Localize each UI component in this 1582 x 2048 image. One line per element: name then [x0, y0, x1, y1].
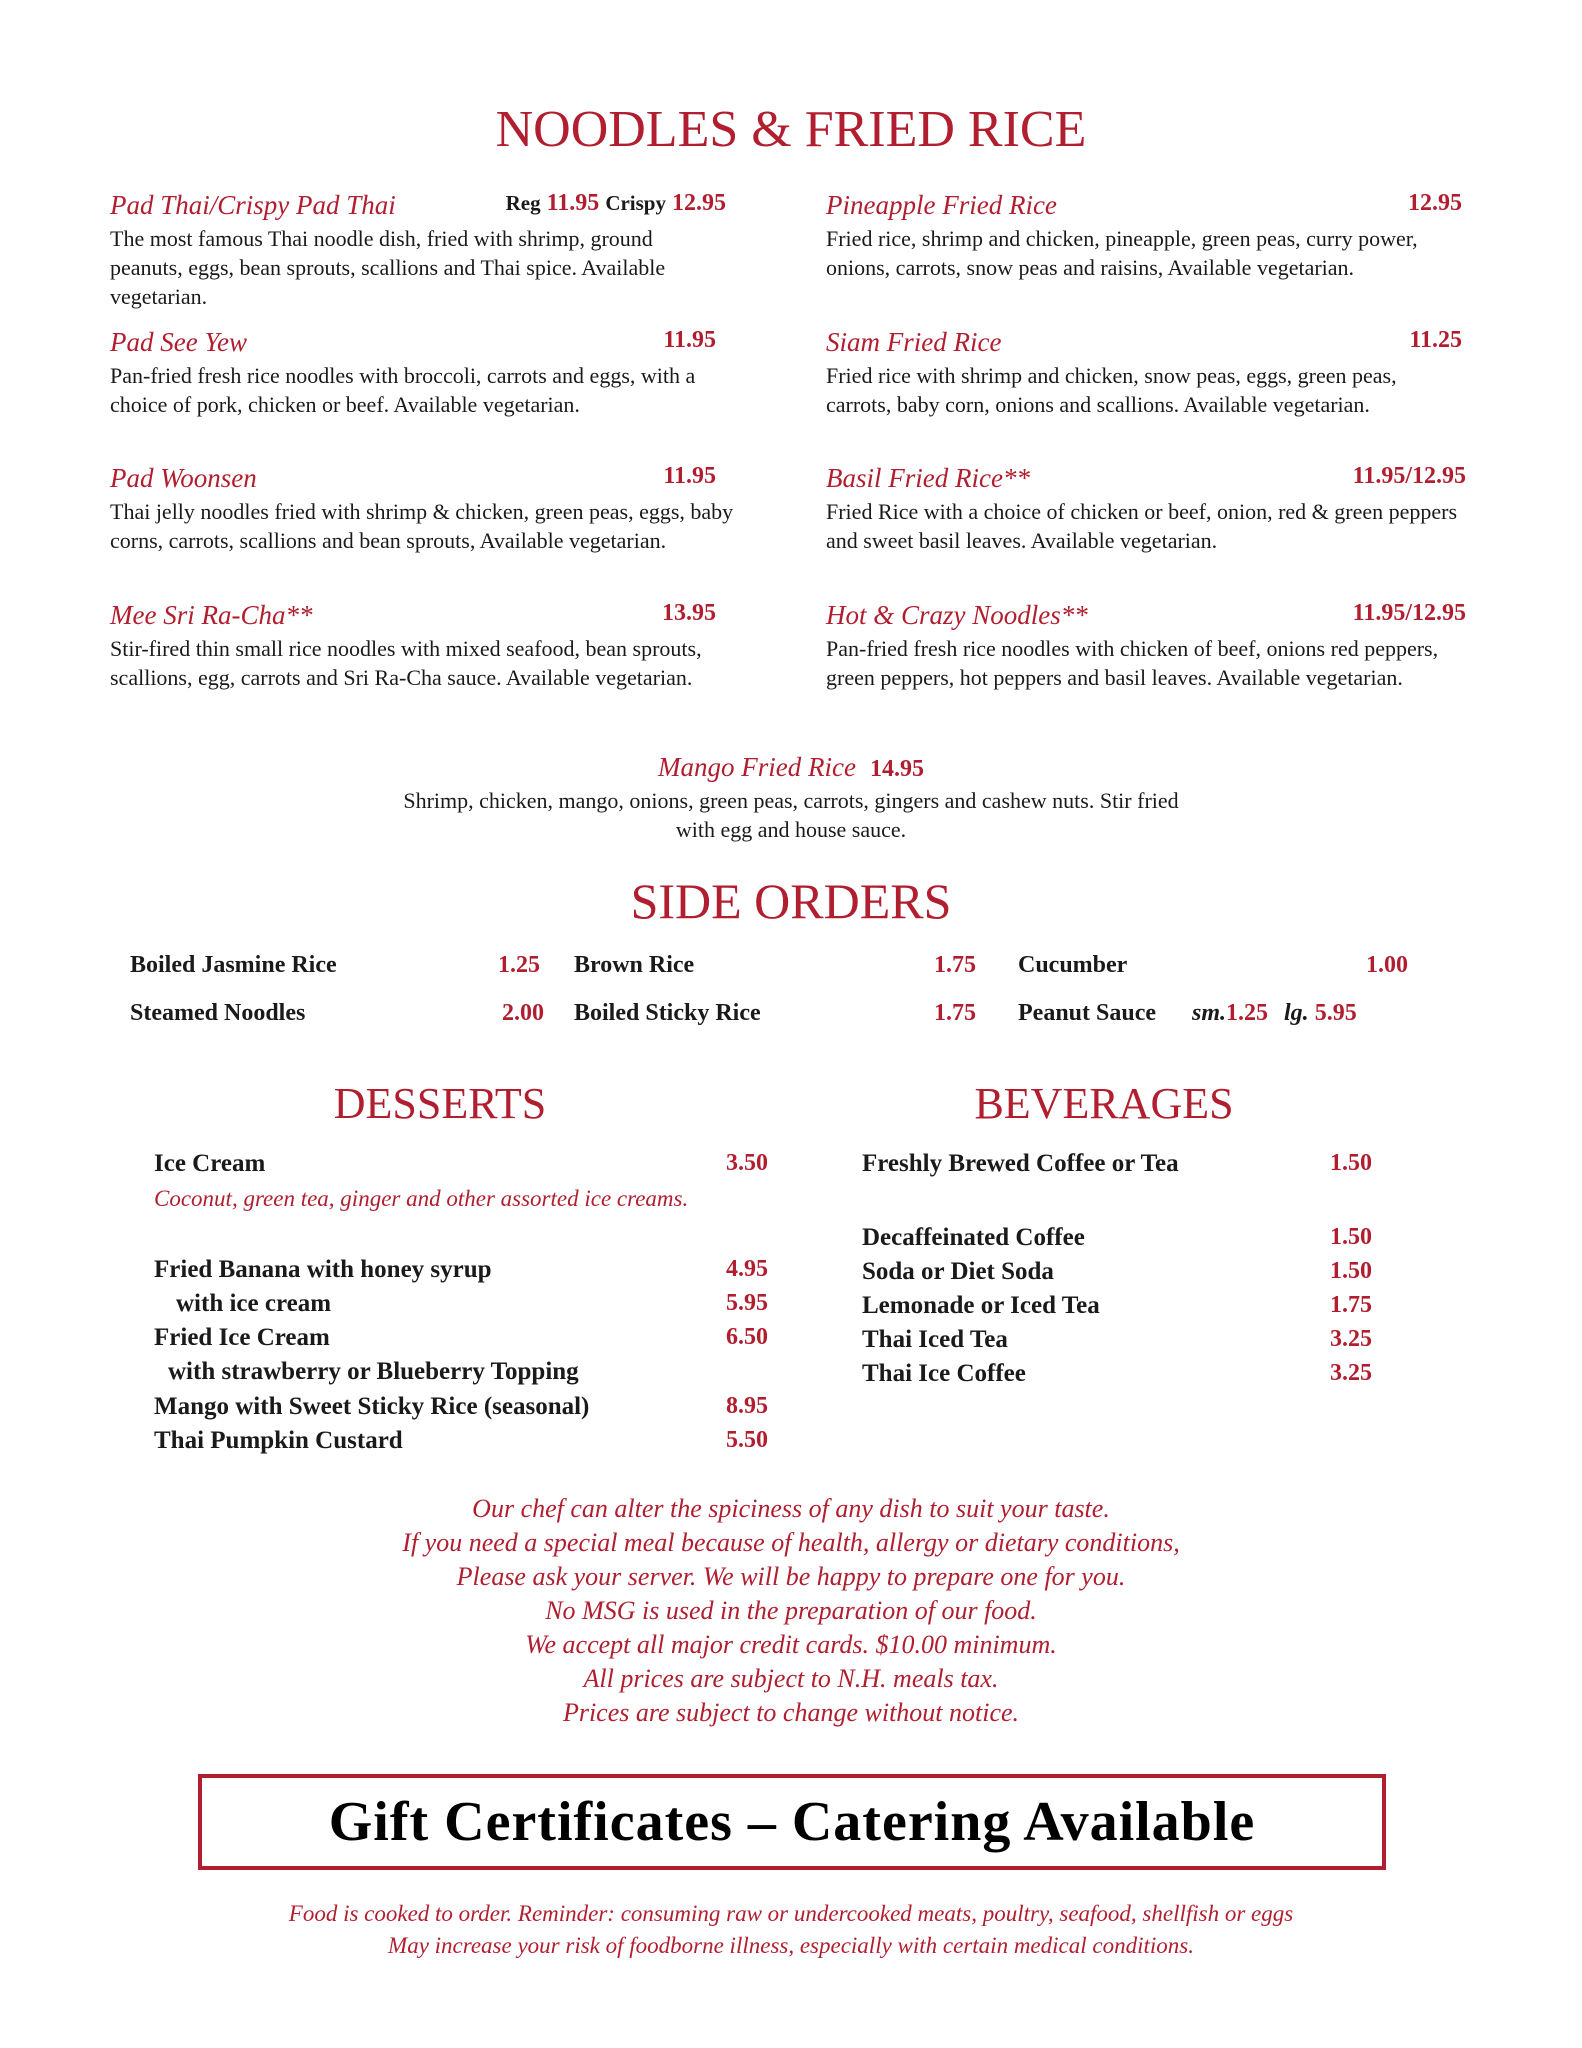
noodles-section-title: NOODLES & FRIED RICE: [495, 101, 1087, 158]
side-item: [130, 1000, 544, 1034]
reg-price: 11.95: [546, 190, 600, 216]
dish-description-line-1: Shrimp, chicken, mango, onions, green peas, carrots, gingers and cashew nuts. Stir fried: [403, 788, 1179, 813]
food-safety-footer: [0, 1898, 1582, 1962]
side-orders-title: SIDE ORDERS: [630, 873, 952, 929]
beverage-name: Thai Iced Tea: [862, 1326, 1008, 1353]
beverage-price: 1.50: [1330, 1258, 1372, 1284]
side-item-name: Boiled Sticky Rice: [574, 1000, 761, 1026]
dessert-price: 5.95: [726, 1290, 768, 1316]
dessert-item: [154, 1393, 768, 1427]
note-line: Prices are subject to change without notice.: [562, 1698, 1020, 1727]
dish-description-line-2: with egg and house sauce.: [675, 817, 907, 842]
dessert-price: 8.95: [726, 1393, 768, 1419]
dish-price: 13.95: [662, 600, 716, 626]
dessert-price: 3.50: [726, 1150, 768, 1176]
beverage-item: [862, 1224, 1372, 1258]
dish-siam-fried-rice: [826, 327, 1462, 419]
dish-name: Pad Woonsen: [110, 463, 257, 493]
gift-catering-banner: [198, 1774, 1386, 1870]
beverage-name: Thai Ice Coffee: [862, 1360, 1026, 1387]
note-line: All prices are subject to N.H. meals tax.: [583, 1664, 999, 1693]
dish-description: Fried rice, shrimp and chicken, pineapple, green peas, curry power, onions, carrots, snow peas and raisins, Available vegetarian.: [826, 226, 1418, 280]
crispy-label: Crispy: [605, 191, 666, 215]
dessert-item: [154, 1324, 768, 1358]
peanut-sauce-sizes: [1192, 1000, 1357, 1027]
dessert-item: [154, 1290, 768, 1324]
note-line: Our chef can alter the spiciness of any dish to suit your taste.: [472, 1494, 1110, 1523]
sm-label: sm.: [1192, 1000, 1227, 1026]
side-item-price: 2.00: [502, 1000, 544, 1026]
dish-description: The most famous Thai noodle dish, fried with shrimp, ground peanuts, eggs, bean sprouts, scallions and Thai spice. Available vegetarian.: [110, 226, 666, 309]
beverage-name: Lemonade or Iced Tea: [862, 1292, 1100, 1319]
dish-price: 11.95/12.95: [1352, 463, 1466, 489]
dish-pad-thai: [110, 190, 726, 311]
lg-price: 5.95: [1314, 1000, 1357, 1026]
dish-mee-sri-racha: [110, 600, 716, 692]
dish-name: Mango Fried Rice: [658, 752, 856, 782]
beverage-name: Freshly Brewed Coffee or Tea: [862, 1150, 1179, 1177]
dish-description: Thai jelly noodles fried with shrimp & chicken, green peas, eggs, baby corns, carrots, scallions and bean sprouts, Available vegetarian.: [110, 499, 734, 553]
footer-line: Food is cooked to order. Reminder: consuming raw or undercooked meats, poultry, seafood, shellfish or eggs: [288, 1901, 1294, 1926]
beverages-title: BEVERAGES: [974, 1079, 1234, 1128]
dish-hot-crazy-noodles: [826, 600, 1466, 692]
dish-name: Basil Fried Rice**: [826, 463, 1030, 493]
dessert-price: 5.50: [726, 1427, 768, 1453]
dish-name: Mee Sri Ra-Cha**: [110, 600, 313, 630]
lg-label: lg.: [1284, 1000, 1309, 1026]
crispy-price: 12.95: [672, 190, 726, 216]
dish-price: 11.95: [663, 463, 716, 489]
side-item-name: Cucumber: [1018, 952, 1128, 978]
dish-price: 14.95: [869, 756, 924, 782]
dessert-price: 4.95: [726, 1256, 768, 1282]
side-item-peanut-sauce: [1018, 1000, 1408, 1034]
dessert-name: Ice Cream: [154, 1150, 266, 1177]
dessert-name: with strawberry or Blueberry Topping: [168, 1358, 579, 1385]
side-item-price: 1.75: [934, 952, 976, 978]
side-item-price: 1.75: [934, 1000, 976, 1026]
dessert-item: [154, 1358, 768, 1392]
beverage-price: 1.50: [1330, 1224, 1372, 1250]
dish-pineapple-fried-rice: [826, 190, 1462, 282]
dish-name: Pineapple Fried Rice: [826, 190, 1057, 220]
footer-line: May increase your risk of foodborne illness, especially with certain medical conditions.: [388, 1933, 1194, 1958]
dessert-name: Fried Ice Cream: [154, 1324, 330, 1351]
side-item: [130, 952, 540, 986]
side-item: [1018, 952, 1408, 986]
beverage-price: 3.25: [1330, 1326, 1372, 1352]
beverage-price: 1.50: [1330, 1150, 1372, 1176]
dish-price: 11.25: [1409, 327, 1462, 353]
side-item-price: 1.25: [498, 952, 540, 978]
dessert-name: Mango with Sweet Sticky Rice (seasonal): [154, 1393, 590, 1420]
banner-text: Gift Certificates – Catering Available: [328, 1791, 1256, 1853]
dish-description: Stir-fired thin small rice noodles with mixed seafood, bean sprouts, scallions, egg, carrots and Sri Ra-Cha sauce. Available vegetarian.: [110, 636, 702, 690]
beverage-item: [862, 1326, 1372, 1360]
dish-name: Siam Fried Rice: [826, 327, 1002, 357]
dish-description: Fried Rice with a choice of chicken or beef, onion, red & green peppers and sweet basil leaves. Available vegetarian.: [826, 499, 1458, 553]
dish-description: Pan-fried fresh rice noodles with chicken of beef, onions red peppers, green peppers, hot peppers and basil leaves. Available vegetarian.: [826, 636, 1439, 690]
dish-pad-see-yew: [110, 327, 716, 419]
dish-description: Fried rice with shrimp and chicken, snow peas, eggs, green peas, carrots, baby corn, onions and scallions. Available vegetarian.: [826, 363, 1397, 417]
side-item-name: Steamed Noodles: [130, 1000, 306, 1026]
dish-name: Pad Thai/Crispy Pad Thai: [110, 190, 396, 220]
dessert-name: Thai Pumpkin Custard: [154, 1427, 403, 1454]
policy-notes: [0, 1492, 1582, 1730]
beverage-price: 3.25: [1330, 1360, 1372, 1386]
dish-mango-fried-rice: [0, 752, 1582, 844]
dessert-price: 6.50: [726, 1324, 768, 1350]
note-line: We accept all major credit cards. $10.00 minimum.: [525, 1630, 1057, 1659]
beverage-item: [862, 1292, 1372, 1326]
beverage-name: Soda or Diet Soda: [862, 1258, 1054, 1285]
side-item-name: Brown Rice: [574, 952, 695, 978]
dish-price: 12.95: [1408, 190, 1462, 216]
beverage-item: [862, 1360, 1372, 1394]
dessert-ice-cream: [154, 1150, 768, 1184]
desserts-title: DESSERTS: [333, 1079, 547, 1128]
side-item: [574, 952, 976, 986]
dessert-name: Fried Banana with honey syrup: [154, 1256, 492, 1283]
dessert-item: [154, 1427, 768, 1461]
beverage-name: Decaffeinated Coffee: [862, 1224, 1085, 1251]
dish-basil-fried-rice: [826, 463, 1466, 555]
dish-price: 11.95: [663, 327, 716, 353]
ice-cream-note: Coconut, green tea, ginger and other assorted ice creams.: [154, 1186, 689, 1211]
side-item-price: 1.00: [1366, 952, 1408, 978]
reg-label: Reg: [505, 191, 541, 215]
dessert-name: with ice cream: [176, 1290, 332, 1317]
dish-pad-woonsen: [110, 463, 734, 555]
side-item-name: Boiled Jasmine Rice: [130, 952, 337, 978]
note-line: No MSG is used in the preparation of our food.: [545, 1596, 1037, 1625]
beverage-item: [862, 1258, 1372, 1292]
note-line: Please ask your server. We will be happy to prepare one for you.: [456, 1562, 1126, 1591]
side-item: [574, 1000, 976, 1034]
beverage-price: 1.75: [1330, 1292, 1372, 1318]
note-line: If you need a special meal because of health, allergy or dietary conditions,: [402, 1528, 1180, 1557]
side-item-name: Peanut Sauce: [1018, 1000, 1156, 1026]
beverage-item: [862, 1150, 1372, 1184]
dish-price: 11.95/12.95: [1352, 600, 1466, 626]
sm-price: 1.25: [1226, 1000, 1269, 1026]
dish-name: Hot & Crazy Noodles**: [826, 600, 1088, 630]
dessert-item: [154, 1256, 768, 1290]
dish-name: Pad See Yew: [110, 327, 247, 357]
dish-price-group: [506, 190, 726, 217]
dish-description: Pan-fried fresh rice noodles with broccoli, carrots and eggs, with a choice of pork, chicken or beef. Available vegetarian.: [110, 363, 696, 417]
